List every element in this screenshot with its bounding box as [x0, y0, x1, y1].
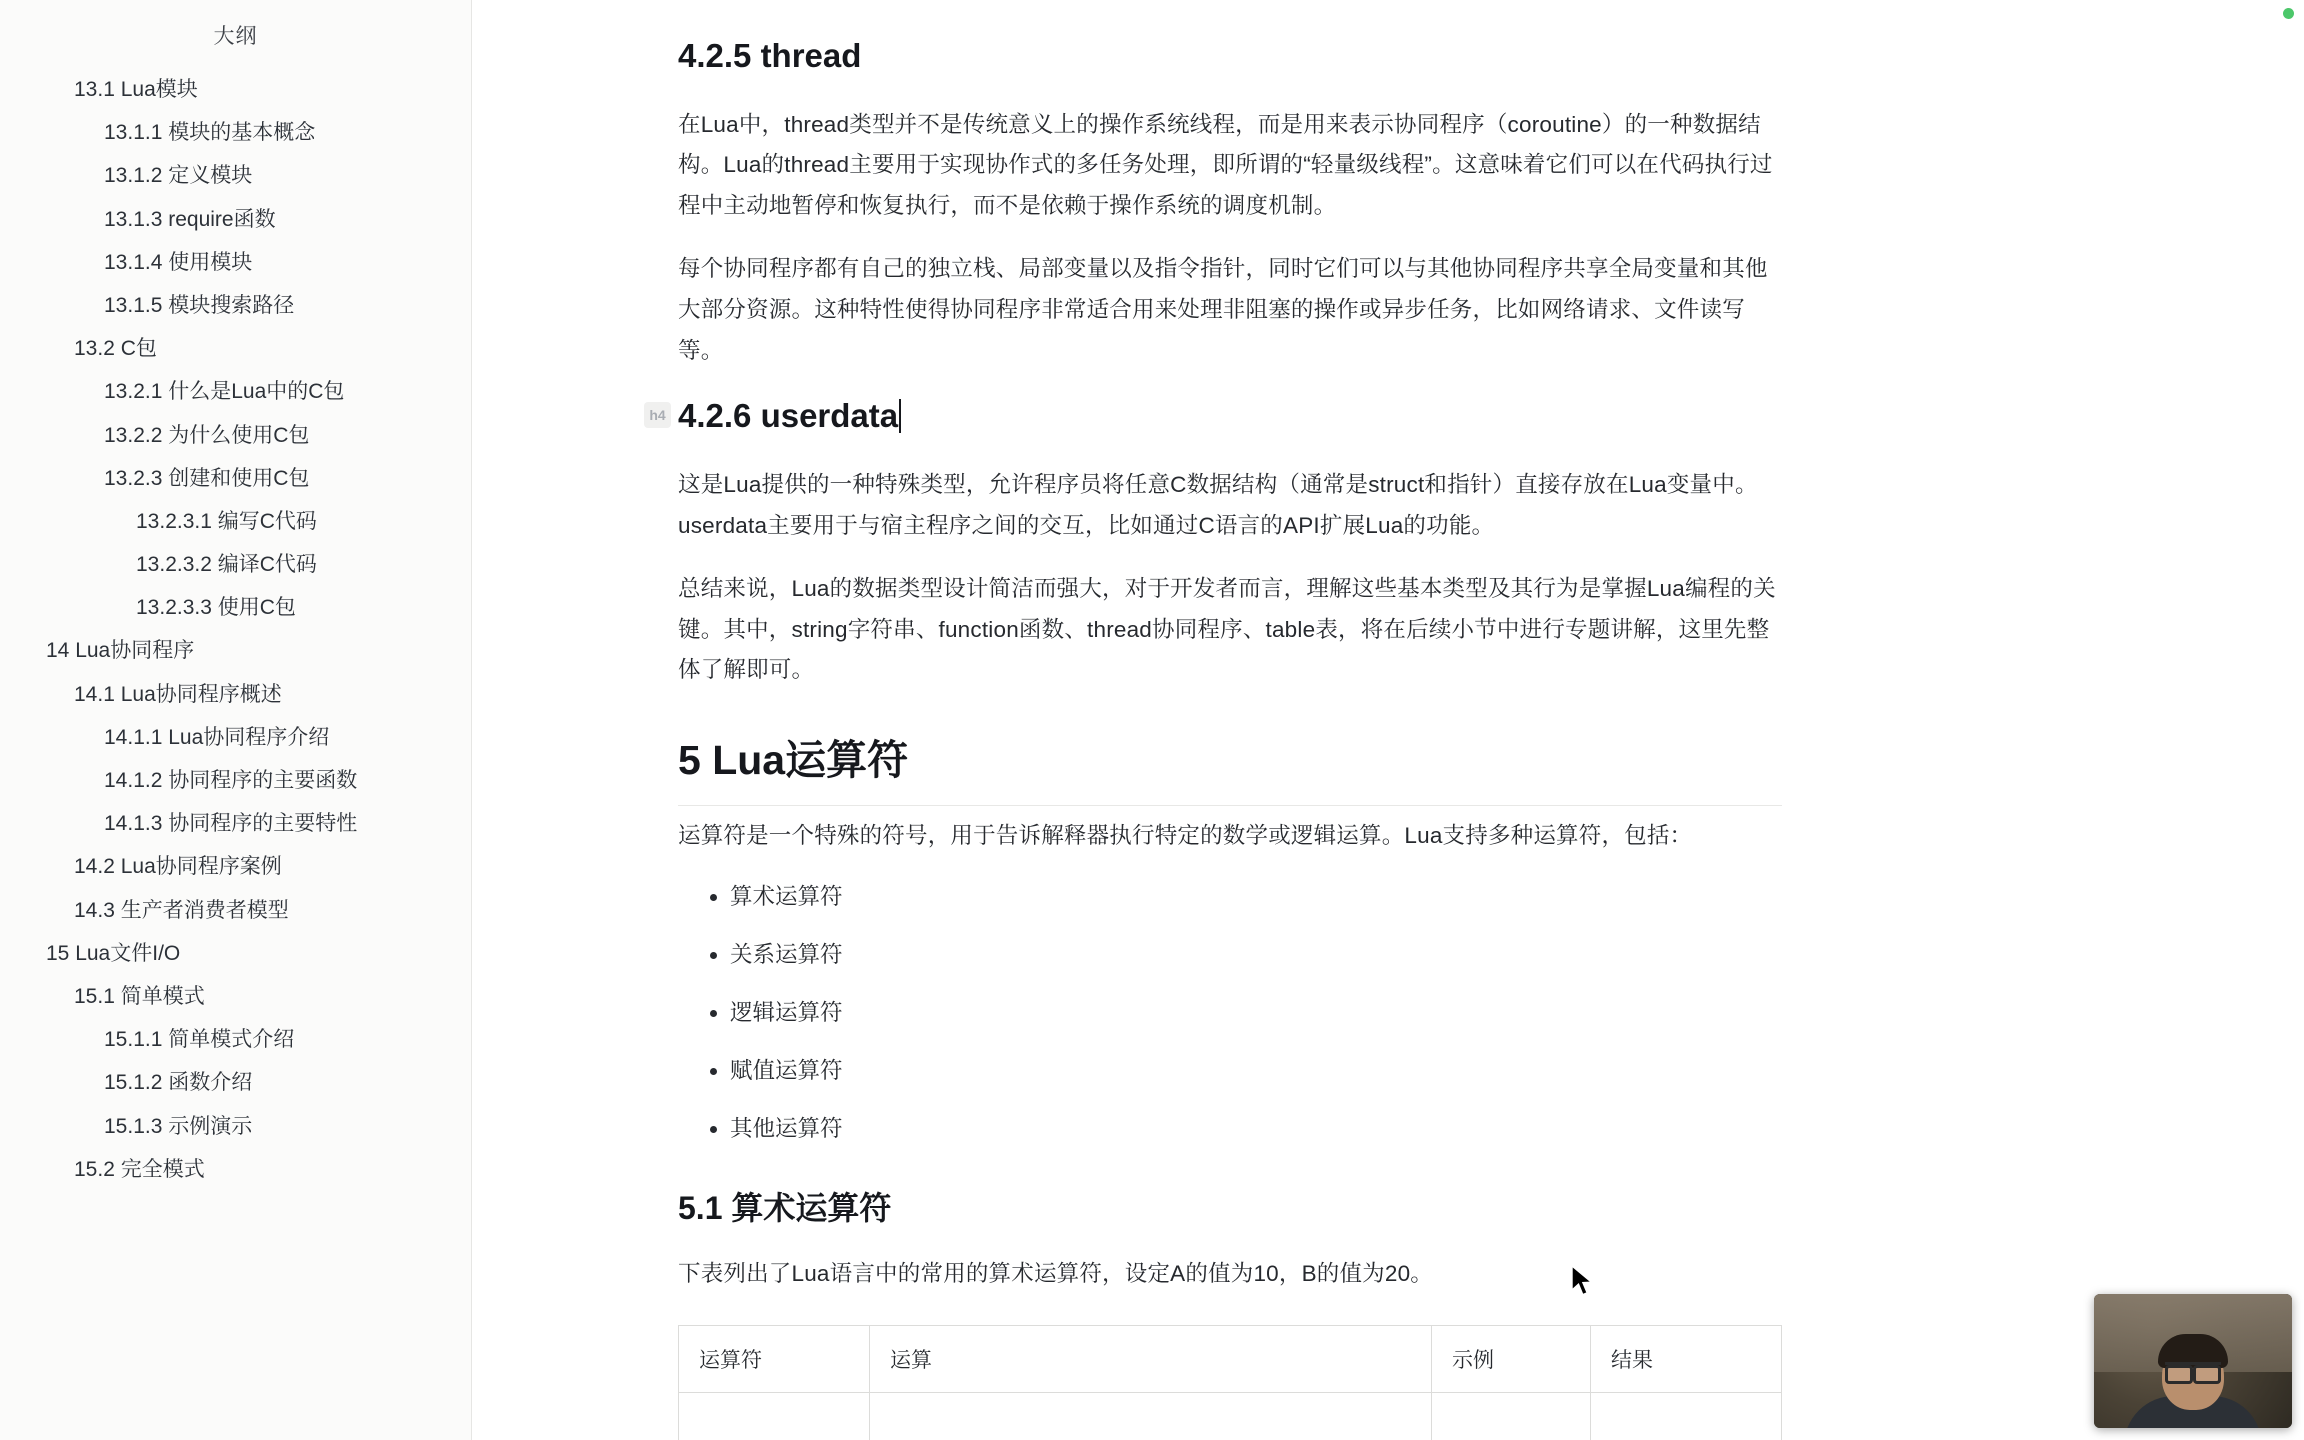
paragraph-thread-2[interactable]: 每个协同程序都有自己的独立栈、局部变量以及指令指针，同时它们可以与其他协同程序共享全局变量和其他大部分资源。这种特性使得协同程序非常适合用来处理非阻塞的操作或异步任务，比如网络请求、文件读写等。 — [678, 256, 1768, 364]
document-area[interactable] — [472, 0, 2304, 1440]
table-cell — [1432, 1392, 1591, 1440]
sidebar-item-13-1-3[interactable]: 13.1.3 require函数 — [104, 207, 276, 231]
paragraph-userdata-2[interactable]: 总结来说，Lua的数据类型设计简洁而强大，对于开发者而言，理解这些基本类型及其行为是掌握Lua编程的关键。其中，string字符串、function函数、thread协同程序、table表，将在后续小节中进行专题讲解，这里先整体了解即可。 — [678, 575, 1776, 683]
heading-thread[interactable]: 4.2.5 thread — [678, 37, 862, 74]
table-row — [679, 1325, 1782, 1392]
sidebar-item-14-1[interactable]: 14.1 Lua协同程序概述 — [74, 682, 282, 706]
sidebar-item-13-2-3[interactable]: 13.2.3 创建和使用C包 — [104, 466, 310, 490]
table-row[interactable] — [679, 1392, 1782, 1440]
paragraph-userdata-1[interactable]: 这是Lua提供的一种特殊类型，允许程序员将任意C数据结构（通常是struct和指针）直接存放在Lua变量中。userdata主要用于与宿主程序之间的交互，比如通过C语言的API扩展Lua的功能。 — [678, 471, 1758, 538]
sidebar-item-13-1-5[interactable]: 13.1.5 模块搜索路径 — [104, 293, 295, 317]
sidebar-item-13-2-2[interactable]: 13.2.2 为什么使用C包 — [104, 423, 310, 447]
list-item[interactable]: • 赋值运算符 — [730, 1053, 1782, 1089]
document-content[interactable] — [472, 0, 1902, 1440]
sidebar-item-14-2[interactable]: 14.2 Lua协同程序案例 — [74, 855, 282, 879]
sidebar-item-15-1-3[interactable]: 15.1.3 示例演示 — [104, 1114, 253, 1138]
document-scroll-container[interactable] — [472, 0, 2304, 1440]
sidebar-item-15-1[interactable]: 15.1 简单模式 — [74, 984, 205, 1008]
table-head — [679, 1325, 1782, 1392]
heading-operators[interactable]: 5 Lua运算符 — [678, 733, 1782, 805]
list-item[interactable]: • 其他运算符 — [730, 1111, 1782, 1147]
sidebar-item-13-1-1[interactable]: 13.1.1 模块的基本概念 — [104, 121, 316, 145]
outline-title: 大纲 — [213, 25, 258, 48]
table-header-operation: 运算 — [870, 1325, 1432, 1392]
outline-list — [0, 68, 471, 1191]
list-item[interactable]: • 关系运算符 — [730, 937, 1782, 973]
heading-userdata[interactable] — [649, 394, 1782, 439]
table-header-operator: 运算符 — [679, 1325, 870, 1392]
sidebar-item-14-1-3[interactable]: 14.1.3 协同程序的主要特性 — [104, 812, 358, 836]
list-item[interactable]: • 逻辑运算符 — [730, 995, 1782, 1031]
sidebar-item-13-1[interactable]: 13.1 Lua模块 — [74, 78, 198, 101]
sidebar-item-14-1-2[interactable]: 14.1.2 协同程序的主要函数 — [104, 769, 358, 792]
table-cell — [1591, 1392, 1782, 1440]
sidebar-item-14[interactable]: 14 Lua协同程序 — [46, 639, 195, 663]
paragraph-operators-intro[interactable]: 运算符是一个特殊的符号，用于告诉解释器执行特定的数学或逻辑运算。Lua支持多种运算符，包括： — [678, 822, 1693, 848]
sidebar-item-13-2-1[interactable]: 13.2.1 什么是Lua中的C包 — [104, 380, 345, 404]
webcam-person-glasses — [2165, 1362, 2221, 1380]
list-item[interactable]: • 算术运算符 — [730, 879, 1782, 915]
heading-arithmetic-operators[interactable]: 5.1 算术运算符 — [678, 1189, 892, 1226]
text-caret — [899, 399, 901, 433]
table-header-example: 示例 — [1432, 1325, 1591, 1392]
heading-userdata-text: 4.2.6 userdata — [678, 397, 899, 435]
document-scrollbar[interactable] — [2295, 120, 2302, 450]
table-header-result: 结果 — [1591, 1325, 1782, 1392]
sidebar-item-13-2[interactable]: 13.2 C包 — [74, 337, 157, 361]
webcam-preview[interactable] — [2094, 1294, 2292, 1428]
table-body — [679, 1392, 1782, 1440]
sidebar-item-13-1-4[interactable]: 13.1.4 使用模块 — [104, 250, 253, 274]
sidebar-item-15[interactable]: 15 Lua文件I/O — [46, 941, 181, 965]
sidebar-item-15-2[interactable]: 15.2 完全模式 — [74, 1157, 205, 1181]
sidebar-item-15-1-2[interactable]: 15.1.2 函数介绍 — [104, 1071, 253, 1095]
sidebar-item-14-1-1[interactable]: 14.1.1 Lua协同程序介绍 — [104, 725, 330, 749]
table-cell — [870, 1392, 1432, 1440]
recording-indicator-dot — [2283, 8, 2294, 19]
sidebar-item-13-2-3-1[interactable]: 13.2.3.1 编写C代码 — [136, 509, 317, 533]
table-cell — [679, 1392, 870, 1440]
paragraph-arithmetic-intro[interactable]: 下表列出了Lua语言中的常用的算术运算符，设定A的值为10，B的值为20。 — [678, 1260, 1434, 1286]
heading-level-badge: h4 — [644, 402, 671, 428]
sidebar-item-14-3[interactable]: 14.3 生产者消费者模型 — [74, 898, 289, 922]
sidebar-item-15-1-1[interactable]: 15.1.1 简单模式介绍 — [104, 1028, 295, 1052]
sidebar-item-13-2-3-2[interactable]: 13.2.3.2 编译C代码 — [136, 553, 317, 577]
sidebar-item-13-2-3-3[interactable]: 13.2.3.3 使用C包 — [136, 596, 296, 620]
outline-sidebar — [0, 0, 472, 1440]
paragraph-thread-1[interactable]: 在Lua中，thread类型并不是传统意义上的操作系统线程，而是用来表示协同程序（coroutine）的一种数据结构。Lua的thread主要用于实现协作式的多任务处理，即所谓的“轻量级线程”。这意味着它们可以在代码执行过程中主动地暂停和恢复执行，而不是依赖于操作系统的调度机制。 — [678, 111, 1773, 219]
operators-table[interactable] — [678, 1325, 1782, 1440]
sidebar-item-13-1-2[interactable]: 13.1.2 定义模块 — [104, 164, 253, 188]
operators-bullet-list — [678, 879, 1782, 1147]
